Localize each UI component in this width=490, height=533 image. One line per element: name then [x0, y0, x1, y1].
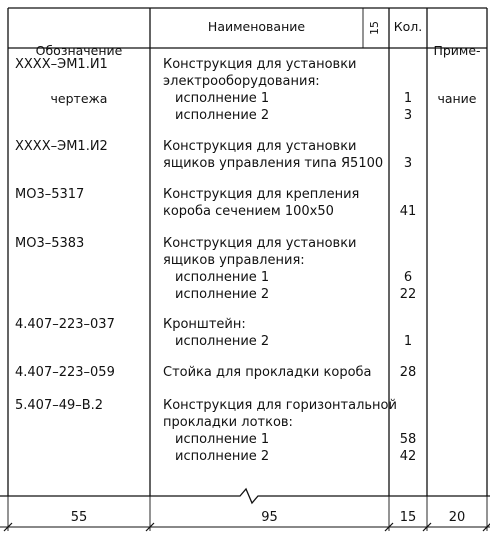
header-designation-line-1: Обозначение: [35, 43, 123, 58]
qty-cell: 22: [399, 287, 417, 302]
name-line: Конструкция для установки: [163, 236, 357, 251]
header-name-height-mark: 15: [368, 21, 381, 35]
name-line: ящиков управления типа Я5100: [163, 156, 384, 171]
name-line: исполнение 2: [175, 287, 270, 302]
name-line: исполнение 1: [175, 91, 270, 106]
header-note-line-1: Приме-: [433, 43, 481, 58]
qty-cell: 1: [403, 334, 413, 349]
qty-cell: 28: [399, 365, 417, 380]
break-line: [0, 489, 490, 503]
designation-cell: МО3–5383: [15, 236, 85, 251]
designation-cell: XXXX–ЭМ1.И1: [15, 57, 108, 72]
qty-cell: 41: [399, 204, 417, 219]
name-line: Конструкция для установки: [163, 139, 357, 154]
designation-cell: XXXX–ЭМ1.И2: [15, 139, 108, 154]
name-line: электрооборудования:: [163, 74, 320, 89]
header-note: [427, 11, 487, 139]
name-line: прокладки лотков:: [163, 415, 293, 430]
qty-cell: 1: [403, 91, 413, 106]
name-line: Кронштейн:: [163, 317, 246, 332]
name-line: короба сечением 100x50: [163, 204, 334, 219]
qty-cell: 58: [399, 432, 417, 447]
qty-cell: 6: [403, 270, 413, 285]
name-line: Конструкция для горизонтальной: [163, 398, 397, 413]
designation-cell: 4.407–223–059: [15, 365, 115, 380]
dimension-15: 15: [399, 510, 417, 525]
designation-cell: МО3–5317: [15, 187, 85, 202]
name-line: исполнение 2: [175, 449, 270, 464]
name-line: Конструкция для установки: [163, 57, 357, 72]
dimension-20: 20: [448, 510, 466, 525]
qty-cell: 42: [399, 449, 417, 464]
name-line: исполнение 1: [175, 270, 270, 285]
header-note-line-2: чание: [437, 91, 477, 106]
dimension-95: 95: [261, 510, 278, 525]
name-line: исполнение 2: [175, 334, 270, 349]
name-line: Конструкция для крепления: [163, 187, 360, 202]
header-designation-line-2: чертежа: [50, 91, 108, 106]
qty-cell: 3: [403, 108, 413, 123]
name-line: Стойка для прокладки короба: [163, 365, 372, 380]
header-qty: Кол.: [393, 19, 423, 34]
dimension-55: 55: [70, 510, 88, 525]
designation-cell: 5.407–49–В.2: [15, 398, 104, 413]
name-line: исполнение 1: [175, 432, 270, 447]
qty-cell: 3: [403, 156, 413, 171]
header-name: Наименование: [207, 19, 306, 34]
header-designation: [8, 11, 150, 139]
designation-cell: 4.407–223–037: [15, 317, 115, 332]
name-line: ящиков управления:: [163, 253, 305, 268]
name-line: исполнение 2: [175, 108, 270, 123]
